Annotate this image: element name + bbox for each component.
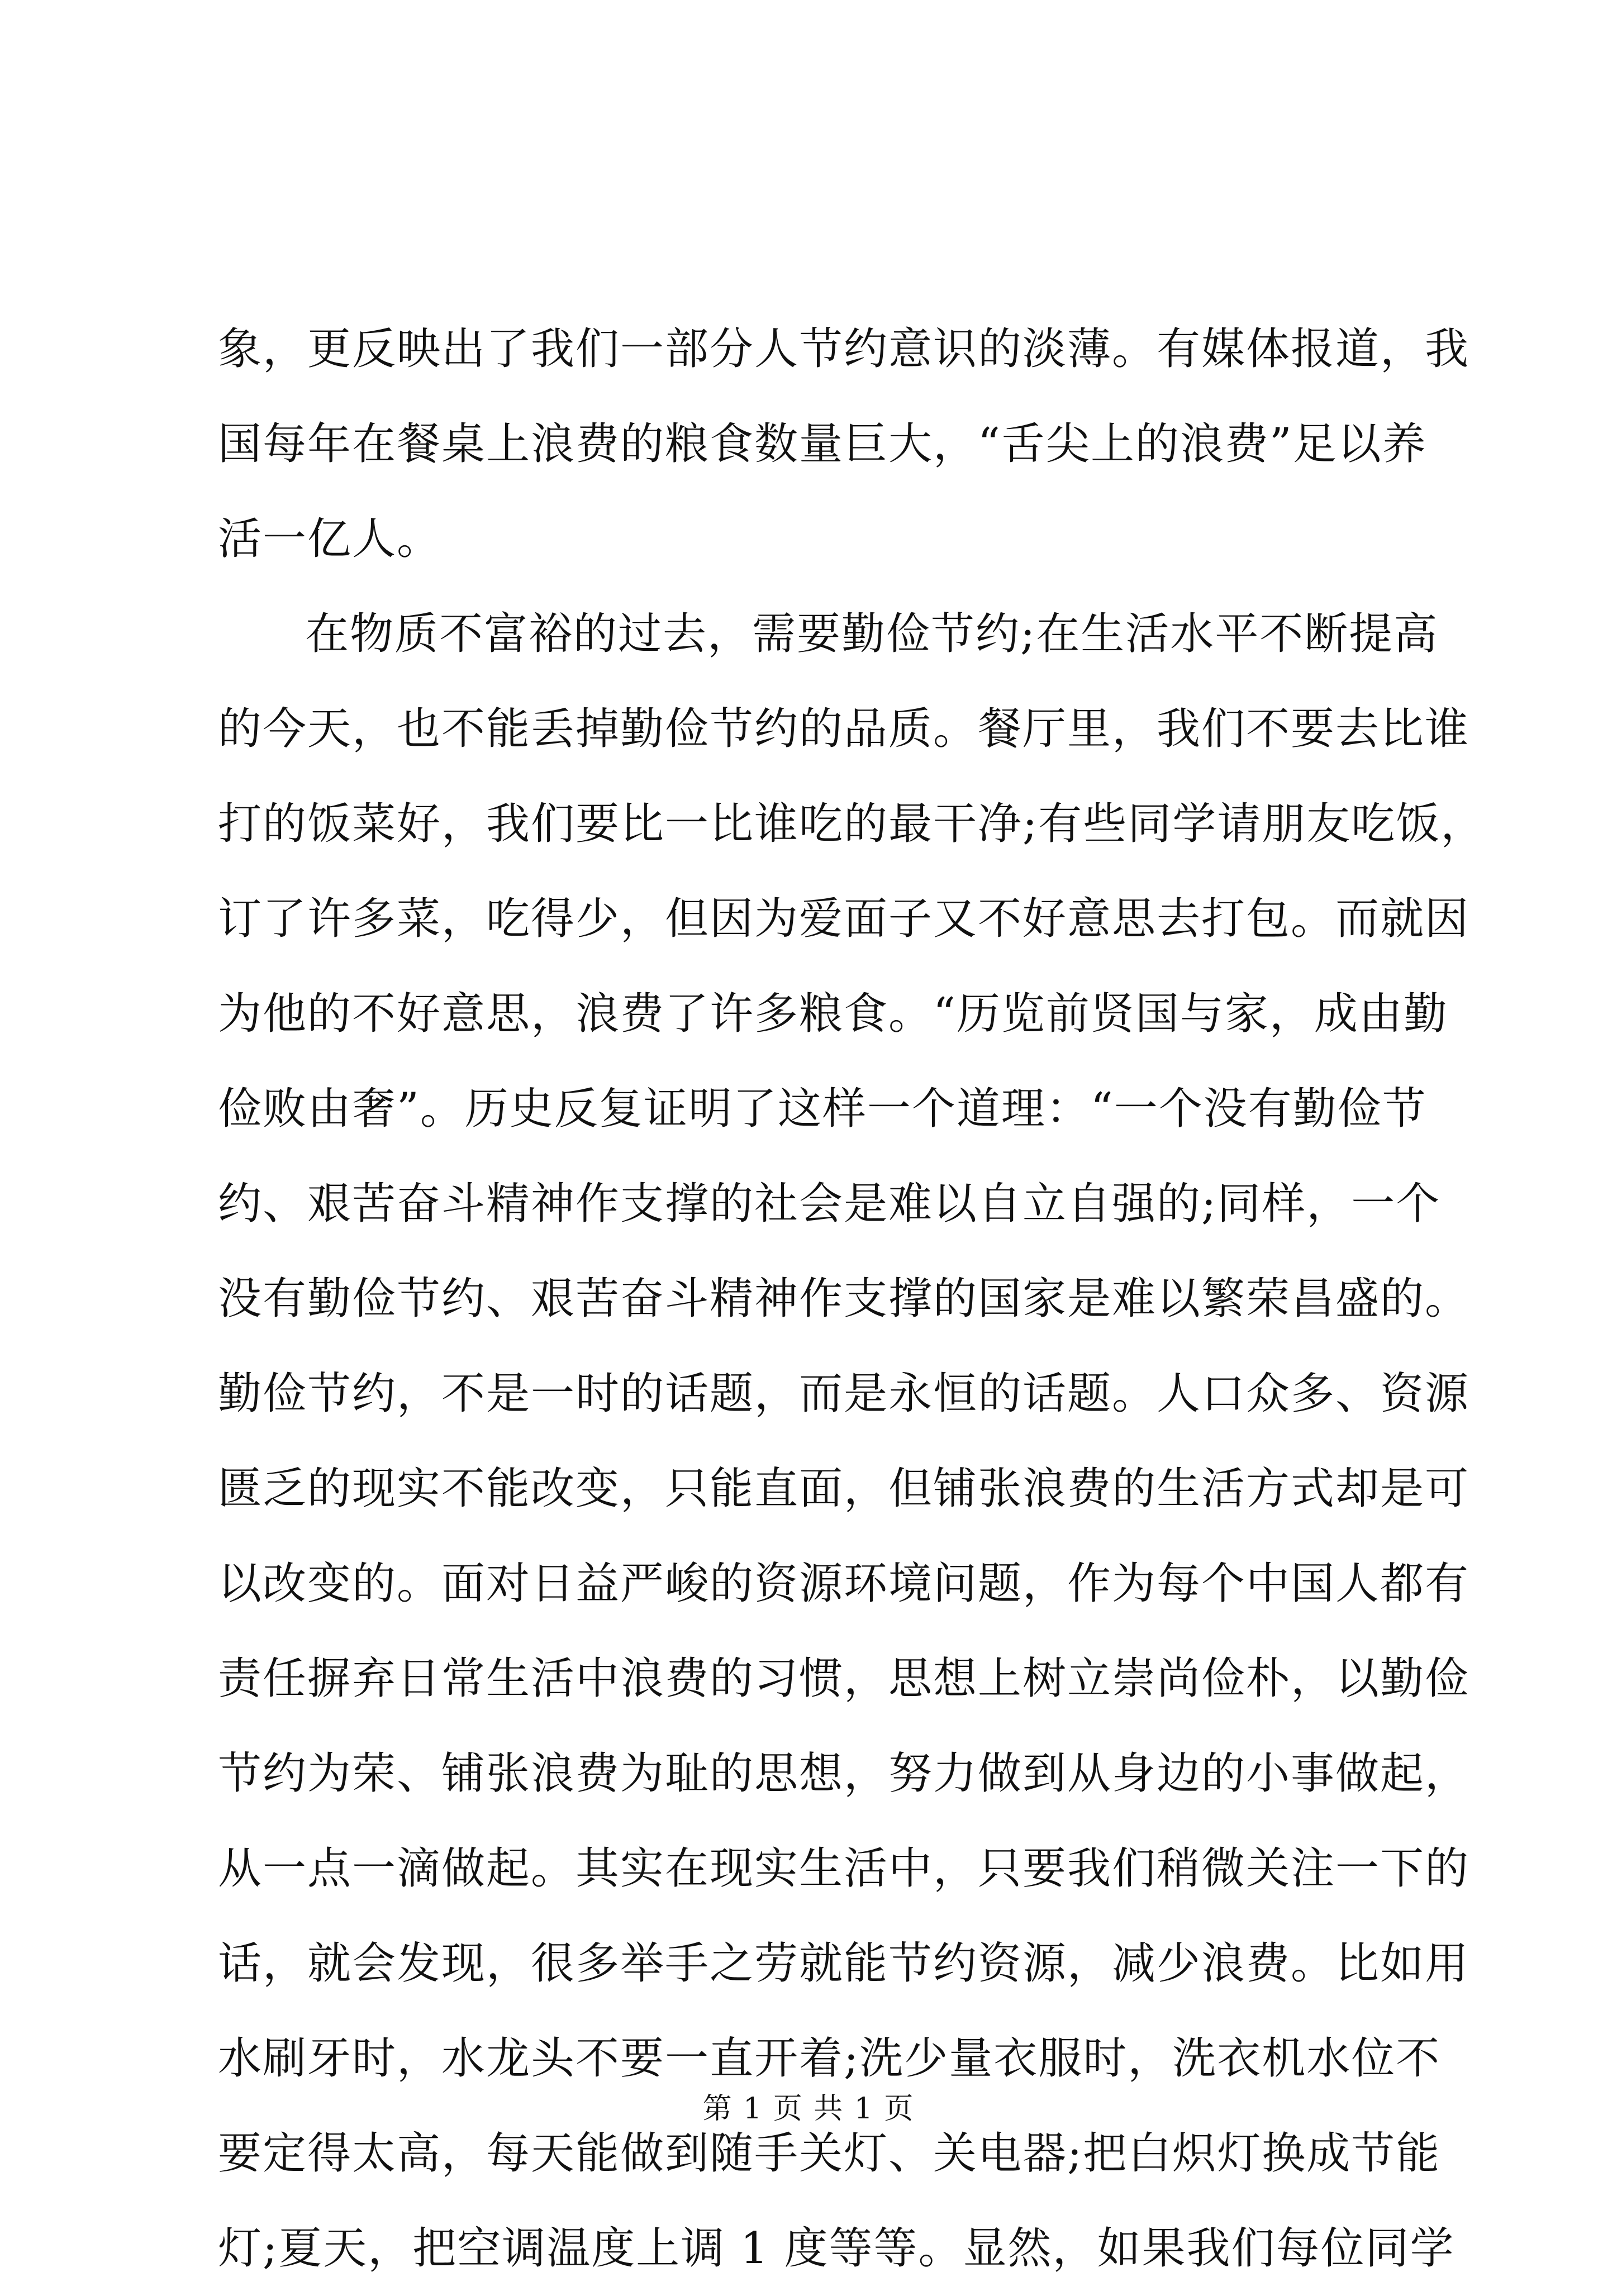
text-line: 勤俭节约，不是一时的话题，而是永恒的话题。人口众多、资源 [218, 1369, 1470, 1419]
body-text [218, 302, 1486, 2296]
text-line: 的今天，也不能丢掉勤俭节约的品质。餐厅里，我们不要去比谁 [218, 704, 1470, 754]
text-line: 国每年在餐桌上浪费的粮食数量巨大，“舌尖上的浪费”足以养 [218, 419, 1427, 469]
page-footer: 第 1 页 共 1 页 [702, 2092, 915, 2126]
text-line: 俭败由奢”。历史反复证明了这样一个道理：“一个没有勤俭节 [218, 1084, 1427, 1134]
text-line: 在物质不富裕的过去，需要勤俭节约;在生活水平不断提高 [305, 609, 1439, 659]
text-line: 灯;夏天，把空调温度上调 1 度等等。显然，如果我们每位同学 [218, 2223, 1455, 2274]
text-line: 活一亿人。 [218, 514, 442, 564]
text-line: 从一点一滴做起。其实在现实生活中，只要我们稍微关注一下的 [218, 1844, 1470, 1894]
text-line: 水刷牙时，水龙头不要一直开着;洗少量衣服时，洗衣机水位不 [218, 2033, 1441, 2084]
text-line: 以改变的。面对日益严峻的资源环境问题，作为每个中国人都有 [218, 1559, 1470, 1609]
text-line: 打的饭菜好，我们要比一比谁吃的最干净;有些同学请朋友吃饭， [218, 799, 1486, 849]
text-line: 约、艰苦奋斗精神作支撑的社会是难以自立自强的;同样，一个 [218, 1179, 1441, 1229]
text-line: 没有勤俭节约、艰苦奋斗精神作支撑的国家是难以繁荣昌盛的。 [218, 1274, 1470, 1324]
text-line: 订了许多菜，吃得少，但因为爱面子又不好意思去打包。而就因 [218, 894, 1470, 944]
text-line: 要定得太高，每天能做到随手关灯、关电器;把白炽灯换成节能 [218, 2128, 1441, 2179]
text-line: 匮乏的现实不能改变，只能直面，但铺张浪费的生活方式却是可 [218, 1464, 1470, 1514]
text-line: 节约为荣、铺张浪费为耻的思想，努力做到从身边的小事做起， [218, 1749, 1470, 1799]
text-line: 责任摒弃日常生活中浪费的习惯，思想上树立崇尚俭朴，以勤俭 [218, 1654, 1470, 1704]
text-line: 为他的不好意思，浪费了许多粮食。“历览前贤国与家，成由勤 [218, 989, 1448, 1039]
text-line: 象，更反映出了我们一部分人节约意识的淡薄。有媒体报道，我 [218, 324, 1470, 374]
text-line: 话，就会发现，很多举手之劳就能节约资源，减少浪费。比如用 [218, 1938, 1470, 1989]
